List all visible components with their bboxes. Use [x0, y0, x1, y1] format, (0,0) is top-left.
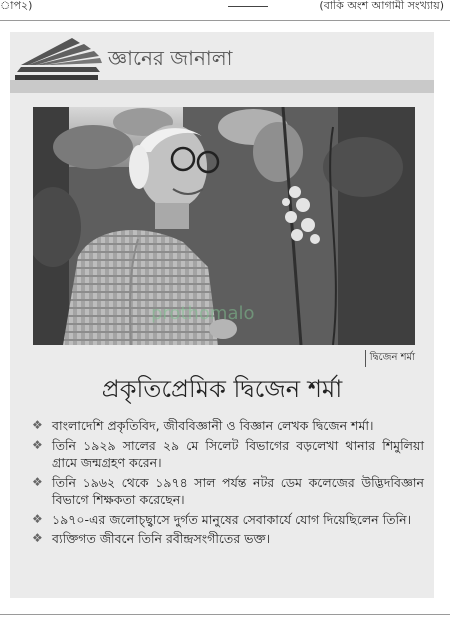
diamond-bullet-icon: ❖: [32, 531, 43, 545]
portrait-illustration: [33, 107, 415, 345]
previous-page-fragment: াপ২): [0, 0, 33, 12]
fact-text: ১৯৭০-এর জলোচ্ছ্বাসে দুর্গত মানুষের সেবাকার্যে যোগ দিয়েছিলেন তিনি।: [52, 511, 412, 527]
stacked-books-logo-icon: [12, 34, 106, 82]
fact-item: [32, 511, 424, 529]
section-banner: [10, 32, 434, 82]
diamond-bullet-icon: ❖: [32, 511, 43, 526]
fact-item: [32, 417, 424, 435]
fact-text: তিনি ১৯২৯ সালের ২৯ মে সিলেট বিভাগের বড়লেখা থানার শিমুলিয়া গ্রামে জন্মগ্রহণ করেন।: [52, 437, 424, 470]
fact-item: [32, 474, 424, 509]
fact-item: [32, 530, 424, 548]
page-header-strip: [0, 0, 450, 16]
diamond-bullet-icon: ❖: [32, 418, 43, 432]
fact-text: তিনি ১৯৬২ থেকে ১৯৭৪ সাল পর্যন্ত নটর ডেম কলেজের উদ্ভিদবিজ্ঞান বিভাগে শিক্ষকতা করেছেন।: [52, 474, 424, 507]
article-box: [10, 32, 434, 598]
photo-caption: দ্বিজেন শর্মা: [365, 350, 415, 367]
photo-watermark: prothomalo: [151, 303, 255, 324]
diamond-bullet-icon: ❖: [32, 474, 43, 489]
top-divider: [0, 20, 450, 21]
portrait-photo: [33, 107, 415, 345]
continuation-note: (বাকি অংশ আগামী সংখ্যায়): [319, 0, 444, 12]
section-title: জ্ঞানের জানালা: [108, 46, 233, 70]
article-headline: প্রকৃতিপ্রেমিক দ্বিজেন শর্মা: [101, 375, 343, 403]
fact-item: [32, 437, 424, 472]
continuation-rule: [228, 6, 268, 7]
facts-list: [32, 417, 424, 550]
fact-text: বাংলাদেশি প্রকৃতিবিদ, জীববিজ্ঞানী ও বিজ্ঞান লেখক দ্বিজেন শর্মা।: [52, 418, 374, 433]
fact-text: ব্যক্তিগত জীবনে তিনি রবীন্দ্রসংগীতের ভক্ত।: [52, 531, 271, 546]
bottom-divider: [0, 614, 450, 615]
diamond-bullet-icon: ❖: [32, 437, 43, 452]
banner-band: [10, 80, 434, 93]
